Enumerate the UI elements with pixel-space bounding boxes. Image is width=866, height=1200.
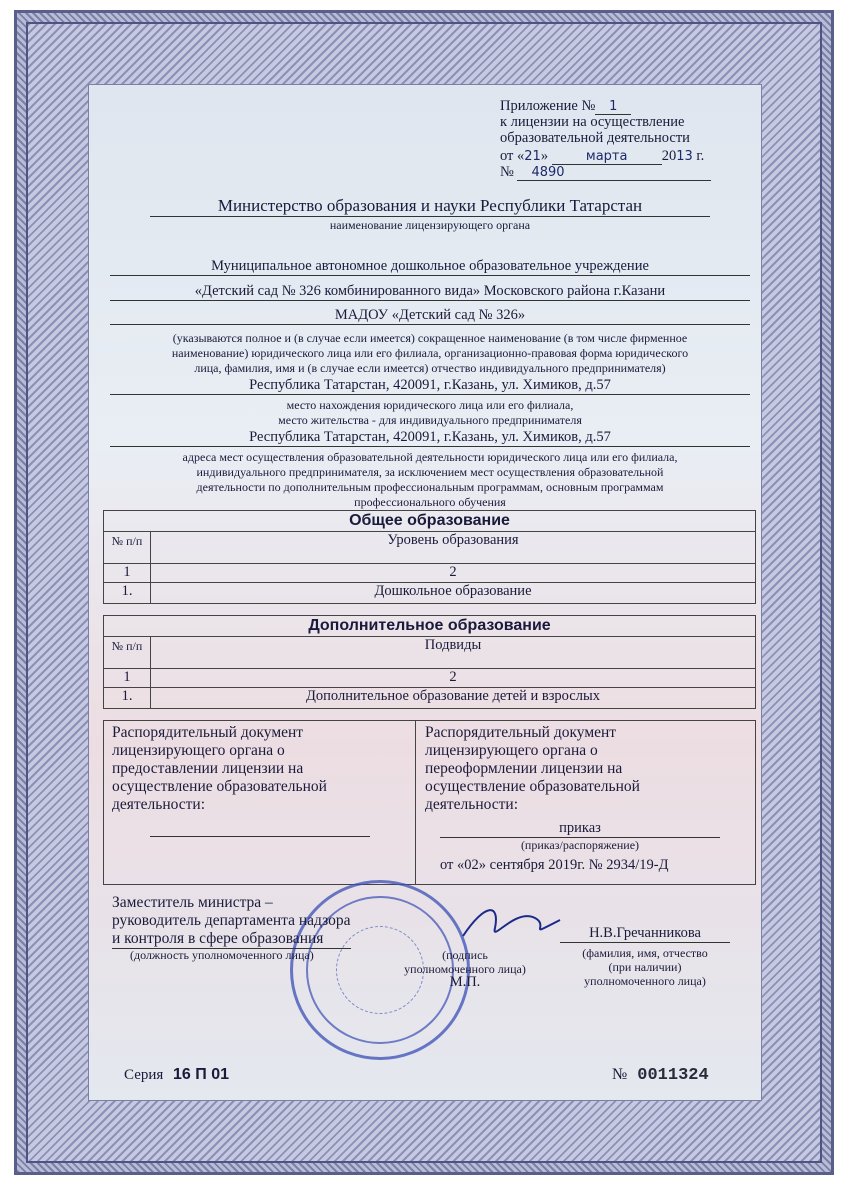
appendix-date: от «21» марта 2013 г.	[500, 148, 705, 164]
order-type-caption: (приказ/распоряжение)	[520, 838, 640, 852]
general-index-1: 1	[103, 563, 151, 583]
appendix-label: Приложение № 1	[500, 98, 631, 115]
orders-divider	[415, 720, 416, 885]
general-col-num: № п/п	[103, 531, 151, 564]
address-caption-5: деятельности по дополнительным профессиональным программам, основным программам	[196, 480, 664, 494]
number-block: № 0011324	[612, 1066, 709, 1085]
additional-col-subtype: Подвиды	[150, 636, 756, 669]
address-caption-1: место нахождения юридического лица или его филиала,	[286, 398, 574, 412]
position-caption: (должность уполномоченного лица)	[130, 948, 314, 962]
org-caption-1: (указываются полное и (в случае если имеется) сокращенное наименование (в том числе фирменное	[172, 331, 688, 345]
order-type: приказ	[440, 820, 720, 838]
additional-index-2: 2	[150, 668, 756, 688]
grant-order-text: Распорядительный документ лицензирующего органа о предоставлении лицензии на осуществление образовательной деятельности:	[112, 724, 327, 813]
org-name-line1: Муниципальное автономное дошкольное образовательное учреждение	[110, 258, 750, 276]
reissue-order-text: Распорядительный документ лицензирующего органа о переоформлении лицензии на осуществление образовательной деятельности:	[425, 724, 640, 813]
signature-caption-1: (подпись	[442, 948, 488, 962]
seal-place: М.П.	[449, 974, 481, 990]
additional-index-1: 1	[103, 668, 151, 688]
official-position: Заместитель министра – руководитель департамента надзора и контроля в сфере образования	[112, 894, 351, 947]
appendix-line2: к лицензии на осуществление	[500, 114, 685, 130]
general-index-2: 2	[150, 563, 756, 583]
appendix-license-number: № 4890	[500, 164, 711, 181]
additional-row-num: 1.	[103, 687, 151, 709]
general-row-num: 1.	[103, 582, 151, 604]
org-caption-2: наименование) юридического лица или его филиала, организационно-правовая форма юридического	[171, 346, 689, 360]
org-short-name: МАДОУ «Детский сад № 326»	[110, 307, 750, 325]
additional-table-title: Дополнительное образование	[103, 615, 756, 637]
form-number: 0011324	[637, 1066, 709, 1085]
activity-address: Республика Татарстан, 420091, г.Казань, ул. Химиков, д.57	[110, 429, 750, 447]
name-caption-3: уполномоченного лица)	[584, 974, 706, 988]
appendix-number: 1	[595, 99, 631, 115]
signature-caption-2: уполномоченного лица)	[404, 962, 526, 976]
name-caption-1: (фамилия, имя, отчество	[582, 946, 708, 960]
general-col-level: Уровень образования	[150, 531, 756, 564]
name-caption-2: (при наличии)	[608, 960, 682, 974]
address-caption-3: адреса мест осуществления образовательной деятельности юридического лица или его филиала,	[182, 450, 678, 464]
address-caption-4: индивидуального предпринимателя, за исключением мест осуществления образовательной	[196, 465, 664, 479]
address-caption-2: место жительства - для индивидуального предпринимателя	[278, 413, 582, 427]
general-row-level: Дошкольное образование	[150, 582, 756, 604]
series-value: 16 П 01	[173, 1066, 230, 1083]
org-caption-3: лица, фамилия, имя и (в случае если имеется) отчество индивидуального предпринимателя)	[194, 361, 666, 375]
legal-address: Республика Татарстан, 420091, г.Казань, ул. Химиков, д.57	[110, 377, 750, 395]
grant-order-blank	[150, 836, 370, 837]
ministry-name: Министерство образования и науки Республики Татарстан	[150, 196, 710, 217]
additional-col-num: № п/п	[103, 636, 151, 669]
additional-row-subtype: Дополнительное образование детей и взрослых	[150, 687, 756, 709]
official-name: Н.В.Гречанникова	[560, 925, 730, 943]
address-caption-6: профессионального обучения	[354, 495, 506, 509]
series-block: Серия 16 П 01	[124, 1066, 230, 1083]
signature-scribble	[455, 898, 565, 948]
ministry-caption: наименование лицензирующего органа	[329, 218, 531, 232]
order-reference: от «02» сентября 2019г. № 2934/19-Д	[440, 857, 669, 873]
appendix-line3: образовательной деятельности	[500, 130, 690, 146]
org-name-line2: «Детский сад № 326 комбинированного вида» Московского района г.Казани	[110, 283, 750, 301]
general-table-title: Общее образование	[103, 510, 756, 532]
